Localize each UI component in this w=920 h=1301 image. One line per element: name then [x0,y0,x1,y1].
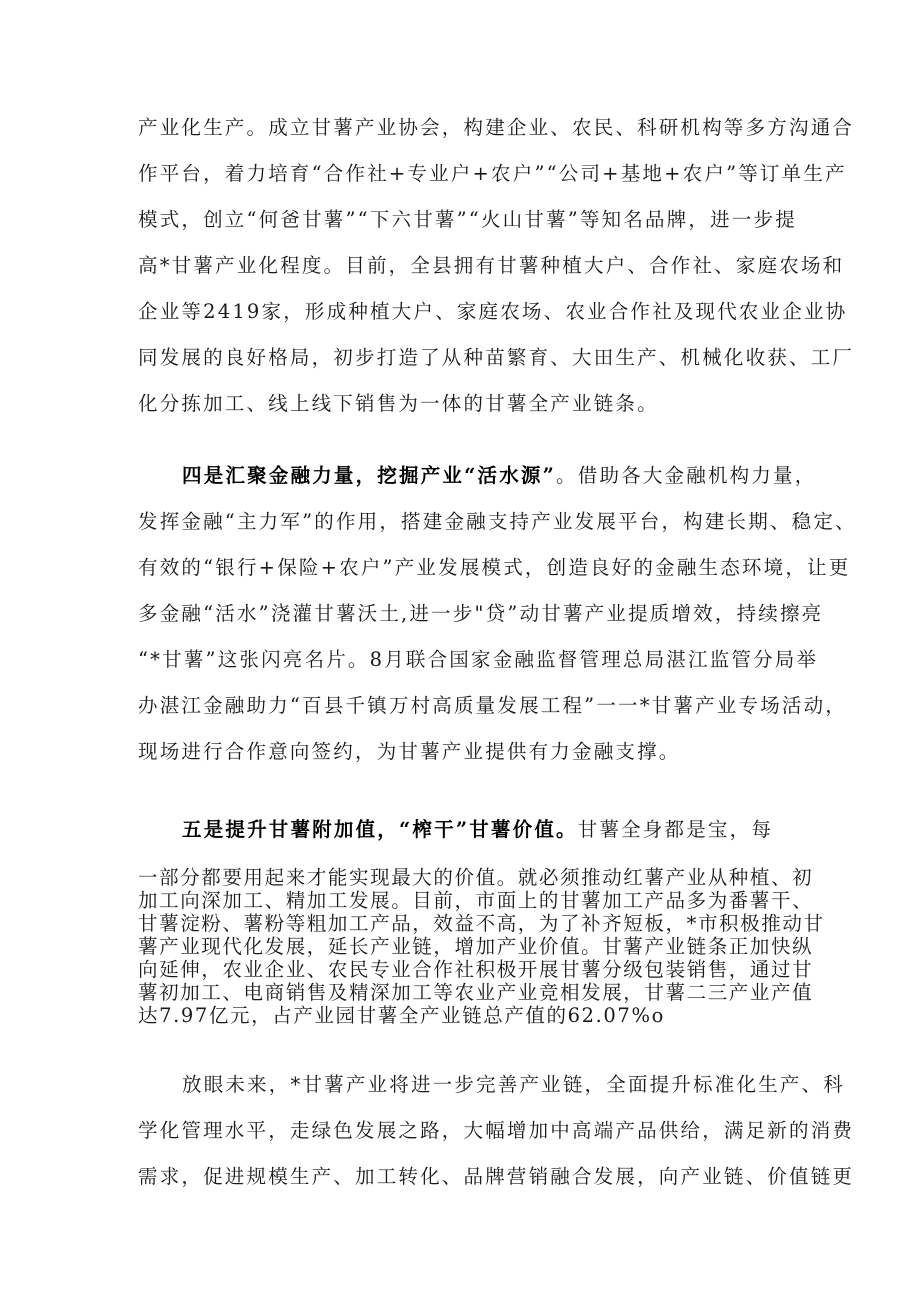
text-line: 同发展的良好格局，初步打造了从种苗繁育、大田生产、机械化收获、工厂 [138,346,855,369]
text-line: 模式，创立“何爸甘薯”“下六甘薯”“火山甘薯”等知名品牌，进一步提 [138,208,797,231]
text-line: 放眼未来，*甘薯产业将进一步完善产业链，全面提升标准化生产、科 [182,1073,845,1096]
text-line: 多金融“活水”浇灌甘薯沃土,进一步"贷”动甘薯产业提质增效，持续擦亮 [138,602,824,625]
text-line: 薯产业现代化发展，延长产业链，增加产业价值。甘薯产业链条正加快纵 [138,935,814,958]
text-line: 高*甘薯产业化程度。目前，全县拥有甘薯种植大户、合作社、家庭农场和 [138,254,845,277]
text-line: 一部分都要用起来才能实现最大的价值。就必须推动红薯产业从种植、初 [138,866,814,889]
heading-tail: 。借助各大金融机构力量， [556,464,817,487]
text-line: 学化管理水平，走绿色发展之路，大幅增加中高端产品供给，满足新的消费 [138,1119,855,1142]
text-line: 需求，促进规模生产、加工转化、品牌营销融合发展，向产业链、价值链更 [138,1165,855,1188]
text-line: 办湛江金融助力“百县千镇万村高质量发展工程”一一*甘薯产业专场活动， [138,694,847,717]
section-heading: 五是提升甘薯附加值，“榨干”甘薯价值。 [182,818,578,841]
text-line: “*甘薯”这张闪亮名片。8月联合国家金融监督管理总局湛江监管分局举 [138,648,819,671]
text-line: 薯初加工、电商销售及精深加工等农业产业竞相发展，甘薯二三产业产值 [138,981,814,1004]
text-line: 现场进行合作意向签约，为甘薯产业提供有力金融支撑。 [138,740,681,763]
text-line [182,464,817,488]
text-line: 企业等2419家，形成种植大户、家庭农场、农业合作社及现代农业企业协 [138,300,848,323]
text-line: 有效的“银行+保险+农户”产业发展模式，创造良好的金融生态环境，让更 [138,556,851,579]
text-line: 达7.97亿元，占产业园甘薯全产业链总产值的62.07%o [138,1004,665,1027]
text-line: 作平台，着力培育“合作社+专业户+农户”“公司+基地+农户”等订单生产 [138,162,847,185]
text-line: 加工向深加工、精加工发展。目前，市面上的甘薯加工产品多为番薯干、 [138,889,814,912]
text-line: 发挥金融“主力军”的作用，搭建金融支持产业发展平台，构建长期、稳定、 [138,510,857,533]
text-line: 甘薯淀粉、薯粉等粗加工产品，效益不高，为了补齐短板，*市积极推动甘 [138,912,825,935]
text-line: 产业化生产。成立甘薯产业协会，构建企业、农民、科研机构等多方沟通合 [138,116,855,139]
text-line [182,818,792,842]
section-heading: 四是汇聚金融力量，挖掘产业“活水源” [182,464,557,487]
heading-tail: 甘薯全身都是宝，每 [577,818,774,841]
text-line: 化分拣加工、线上线下销售为一体的甘薯全产业链条。 [138,392,659,415]
text-line: 向延伸，农业企业、农民专业合作社积极开展甘薯分级包装销售，通过甘 [138,958,814,981]
